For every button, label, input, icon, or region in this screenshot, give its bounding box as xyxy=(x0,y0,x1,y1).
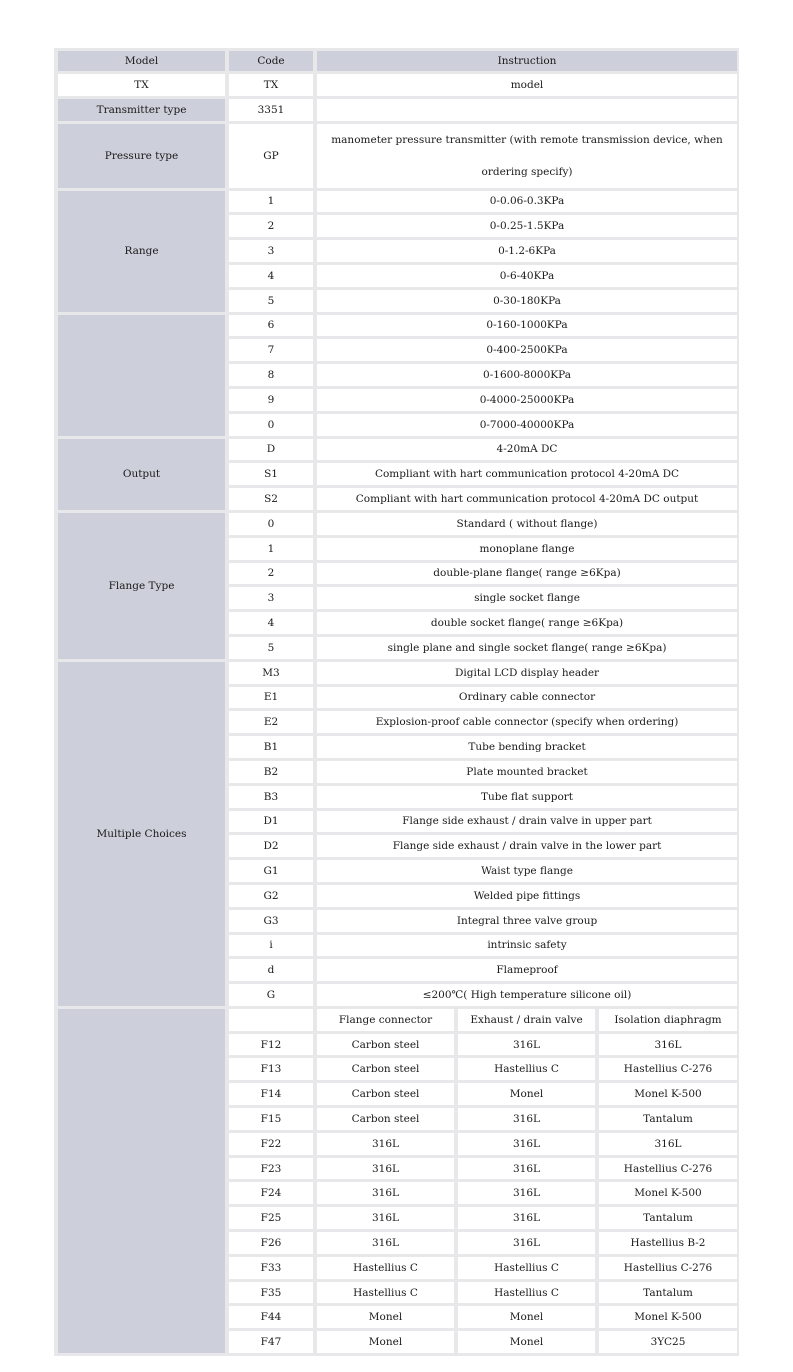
instruction-cell: 0-0.25-1.5KPa xyxy=(317,215,737,237)
model-cell: Pressure type xyxy=(58,124,225,188)
flange-connector-cell: 316L xyxy=(317,1158,454,1180)
table-row xyxy=(58,315,737,337)
instruction-cell: Explosion-proof cable connector (specify when ordering) xyxy=(317,711,737,733)
code-cell: 2 xyxy=(229,215,313,237)
instruction-cell: 0-30-180KPa xyxy=(317,290,737,312)
flange-connector-cell: 316L xyxy=(317,1232,454,1254)
instruction-cell: 0-7000-40000KPa xyxy=(317,414,737,436)
exhaust-valve-cell: 316L xyxy=(458,1182,595,1204)
instruction-cell: Standard ( without flange) xyxy=(317,513,737,535)
instruction-cell: ≤200℃( High temperature silicone oil) xyxy=(317,984,737,1006)
model-selection-table xyxy=(54,48,741,1356)
instruction-cell: 0-160-1000KPa xyxy=(317,315,737,337)
code-cell: F22 xyxy=(229,1133,313,1155)
instruction-cell: 0-1.2-6KPa xyxy=(317,240,737,262)
table-row xyxy=(58,74,737,96)
code-cell: TX xyxy=(229,74,313,96)
instruction-cell: Flameproof xyxy=(317,959,737,981)
code-cell: B2 xyxy=(229,761,313,783)
code-cell: 2 xyxy=(229,563,313,585)
code-cell: F44 xyxy=(229,1306,313,1328)
model-cell: Transmitter type xyxy=(58,99,225,121)
flange-connector-cell: 316L xyxy=(317,1182,454,1204)
isolation-diaphragm-cell: Hastellius B-2 xyxy=(599,1232,737,1254)
exhaust-valve-cell: Hastellius C xyxy=(458,1257,595,1279)
code-cell: S2 xyxy=(229,488,313,510)
code-cell: F13 xyxy=(229,1058,313,1080)
code-cell: F14 xyxy=(229,1083,313,1105)
flange-connector-cell: Monel xyxy=(317,1331,454,1353)
instruction-cell: double socket flange( range ≥6Kpa) xyxy=(317,612,737,634)
instruction-cell: double-plane flange( range ≥6Kpa) xyxy=(317,563,737,585)
code-cell: 0 xyxy=(229,513,313,535)
code-cell: F15 xyxy=(229,1108,313,1130)
isolation-diaphragm-cell: 3YC25 xyxy=(599,1331,737,1353)
table-row xyxy=(58,439,737,461)
instruction-cell: Flange side exhaust / drain valve in upper part xyxy=(317,811,737,833)
table-row xyxy=(58,191,737,213)
code-cell: F35 xyxy=(229,1282,313,1304)
code-cell: M3 xyxy=(229,662,313,684)
code-cell: F25 xyxy=(229,1207,313,1229)
flange-connector-cell: 316L xyxy=(317,1207,454,1229)
instruction-cell: manometer pressure transmitter (with remote transmission device, when ordering specify) xyxy=(317,124,737,188)
code-cell: G2 xyxy=(229,885,313,907)
instruction-cell: 0-4000-25000KPa xyxy=(317,389,737,411)
code-cell: F24 xyxy=(229,1182,313,1204)
code-cell: 9 xyxy=(229,389,313,411)
flange-connector-cell: Hastellius C xyxy=(317,1282,454,1304)
instruction-cell: model xyxy=(317,74,737,96)
instruction-cell: Integral three valve group xyxy=(317,910,737,932)
instruction-cell: 0-1600-8000KPa xyxy=(317,364,737,386)
code-cell: GP xyxy=(229,124,313,188)
code-cell: 1 xyxy=(229,538,313,560)
group-label-cell: Multiple Choices xyxy=(58,662,225,1006)
code-cell: d xyxy=(229,959,313,981)
flange-connector-cell: Carbon steel xyxy=(317,1108,454,1130)
code-cell: F23 xyxy=(229,1158,313,1180)
code-cell: B3 xyxy=(229,786,313,808)
code-cell: S1 xyxy=(229,463,313,485)
code-cell: G1 xyxy=(229,860,313,882)
instruction-cell: Tube flat support xyxy=(317,786,737,808)
code-cell: D1 xyxy=(229,811,313,833)
table-row xyxy=(58,662,737,684)
exhaust-valve-cell: 316L xyxy=(458,1133,595,1155)
exhaust-valve-cell: 316L xyxy=(458,1232,595,1254)
table-row xyxy=(58,99,737,121)
instruction-cell: single plane and single socket flange( range ≥6Kpa) xyxy=(317,637,737,659)
code-cell: G3 xyxy=(229,910,313,932)
isolation-diaphragm-header: Isolation diaphragm xyxy=(599,1009,737,1031)
instruction-cell: 0-0.06-0.3KPa xyxy=(317,191,737,213)
isolation-diaphragm-cell: Monel K-500 xyxy=(599,1182,737,1204)
instruction-cell: 0-6-40KPa xyxy=(317,265,737,287)
isolation-diaphragm-cell: Tantalum xyxy=(599,1108,737,1130)
code-cell: i xyxy=(229,935,313,957)
instruction-cell: Plate mounted bracket xyxy=(317,761,737,783)
code-cell: 3 xyxy=(229,240,313,262)
exhaust-valve-cell: Hastellius C xyxy=(458,1282,595,1304)
instruction-cell: intrinsic safety xyxy=(317,935,737,957)
flange-connector-cell: Hastellius C xyxy=(317,1257,454,1279)
code-cell: D xyxy=(229,439,313,461)
instruction-cell: Tube bending bracket xyxy=(317,736,737,758)
flange-connector-header: Flange connector xyxy=(317,1009,454,1031)
isolation-diaphragm-cell: Hastellius C-276 xyxy=(599,1158,737,1180)
exhaust-valve-cell: 316L xyxy=(458,1158,595,1180)
exhaust-valve-header: Exhaust / drain valve xyxy=(458,1009,595,1031)
code-cell xyxy=(229,1009,313,1031)
code-cell: F12 xyxy=(229,1034,313,1056)
flange-connector-cell: Monel xyxy=(317,1306,454,1328)
instruction-cell: Flange side exhaust / drain valve in the lower part xyxy=(317,835,737,857)
group-label-cell: Range xyxy=(58,191,225,312)
isolation-diaphragm-cell: Monel K-500 xyxy=(599,1083,737,1105)
exhaust-valve-cell: Monel xyxy=(458,1306,595,1328)
isolation-diaphragm-cell: Monel K-500 xyxy=(599,1306,737,1328)
spec-table-container xyxy=(54,48,739,1356)
group-label-cell: Output xyxy=(58,439,225,510)
header-code: Code xyxy=(229,51,313,71)
instruction-cell: Waist type flange xyxy=(317,860,737,882)
code-cell: E2 xyxy=(229,711,313,733)
code-cell: 7 xyxy=(229,339,313,361)
code-cell: 5 xyxy=(229,290,313,312)
group-label-cell xyxy=(58,315,225,436)
instruction-cell: 4-20mA DC xyxy=(317,439,737,461)
code-cell: 3351 xyxy=(229,99,313,121)
isolation-diaphragm-cell: Hastellius C-276 xyxy=(599,1058,737,1080)
instruction-cell: single socket flange xyxy=(317,587,737,609)
instruction-cell: Compliant with hart communication protocol 4-20mA DC output xyxy=(317,488,737,510)
code-cell: 1 xyxy=(229,191,313,213)
code-cell: 0 xyxy=(229,414,313,436)
isolation-diaphragm-cell: 316L xyxy=(599,1133,737,1155)
code-cell: B1 xyxy=(229,736,313,758)
code-cell: 8 xyxy=(229,364,313,386)
exhaust-valve-cell: Monel xyxy=(458,1083,595,1105)
header-instruction: Instruction xyxy=(317,51,737,71)
code-cell: 3 xyxy=(229,587,313,609)
instruction-cell: Compliant with hart communication protocol 4-20mA DC xyxy=(317,463,737,485)
code-cell: D2 xyxy=(229,835,313,857)
model-cell: TX xyxy=(58,74,225,96)
table-row xyxy=(58,513,737,535)
group-label-cell xyxy=(58,1009,225,1353)
code-cell: G xyxy=(229,984,313,1006)
flange-connector-cell: Carbon steel xyxy=(317,1058,454,1080)
isolation-diaphragm-cell: Tantalum xyxy=(599,1207,737,1229)
code-cell: F26 xyxy=(229,1232,313,1254)
isolation-diaphragm-cell: Hastellius C-276 xyxy=(599,1257,737,1279)
code-cell: 4 xyxy=(229,612,313,634)
isolation-diaphragm-cell: 316L xyxy=(599,1034,737,1056)
instruction-cell: Welded pipe fittings xyxy=(317,885,737,907)
exhaust-valve-cell: Hastellius C xyxy=(458,1058,595,1080)
instruction-cell: Digital LCD display header xyxy=(317,662,737,684)
code-cell: F33 xyxy=(229,1257,313,1279)
header-model: Model xyxy=(58,51,225,71)
isolation-diaphragm-cell: Tantalum xyxy=(599,1282,737,1304)
flange-connector-cell: Carbon steel xyxy=(317,1034,454,1056)
flange-connector-cell: 316L xyxy=(317,1133,454,1155)
table-row xyxy=(58,124,737,188)
instruction-cell: monoplane flange xyxy=(317,538,737,560)
code-cell: 5 xyxy=(229,637,313,659)
exhaust-valve-cell: 316L xyxy=(458,1108,595,1130)
exhaust-valve-cell: Monel xyxy=(458,1331,595,1353)
exhaust-valve-cell: 316L xyxy=(458,1034,595,1056)
code-cell: F47 xyxy=(229,1331,313,1353)
code-cell: E1 xyxy=(229,687,313,709)
flange-connector-cell: Carbon steel xyxy=(317,1083,454,1105)
header-row xyxy=(58,51,737,71)
group-label-cell: Flange Type xyxy=(58,513,225,659)
material-header-row xyxy=(58,1009,737,1031)
code-cell: 6 xyxy=(229,315,313,337)
exhaust-valve-cell: 316L xyxy=(458,1207,595,1229)
instruction-cell xyxy=(317,99,737,121)
code-cell: 4 xyxy=(229,265,313,287)
instruction-cell: 0-400-2500KPa xyxy=(317,339,737,361)
instruction-cell: Ordinary cable connector xyxy=(317,687,737,709)
